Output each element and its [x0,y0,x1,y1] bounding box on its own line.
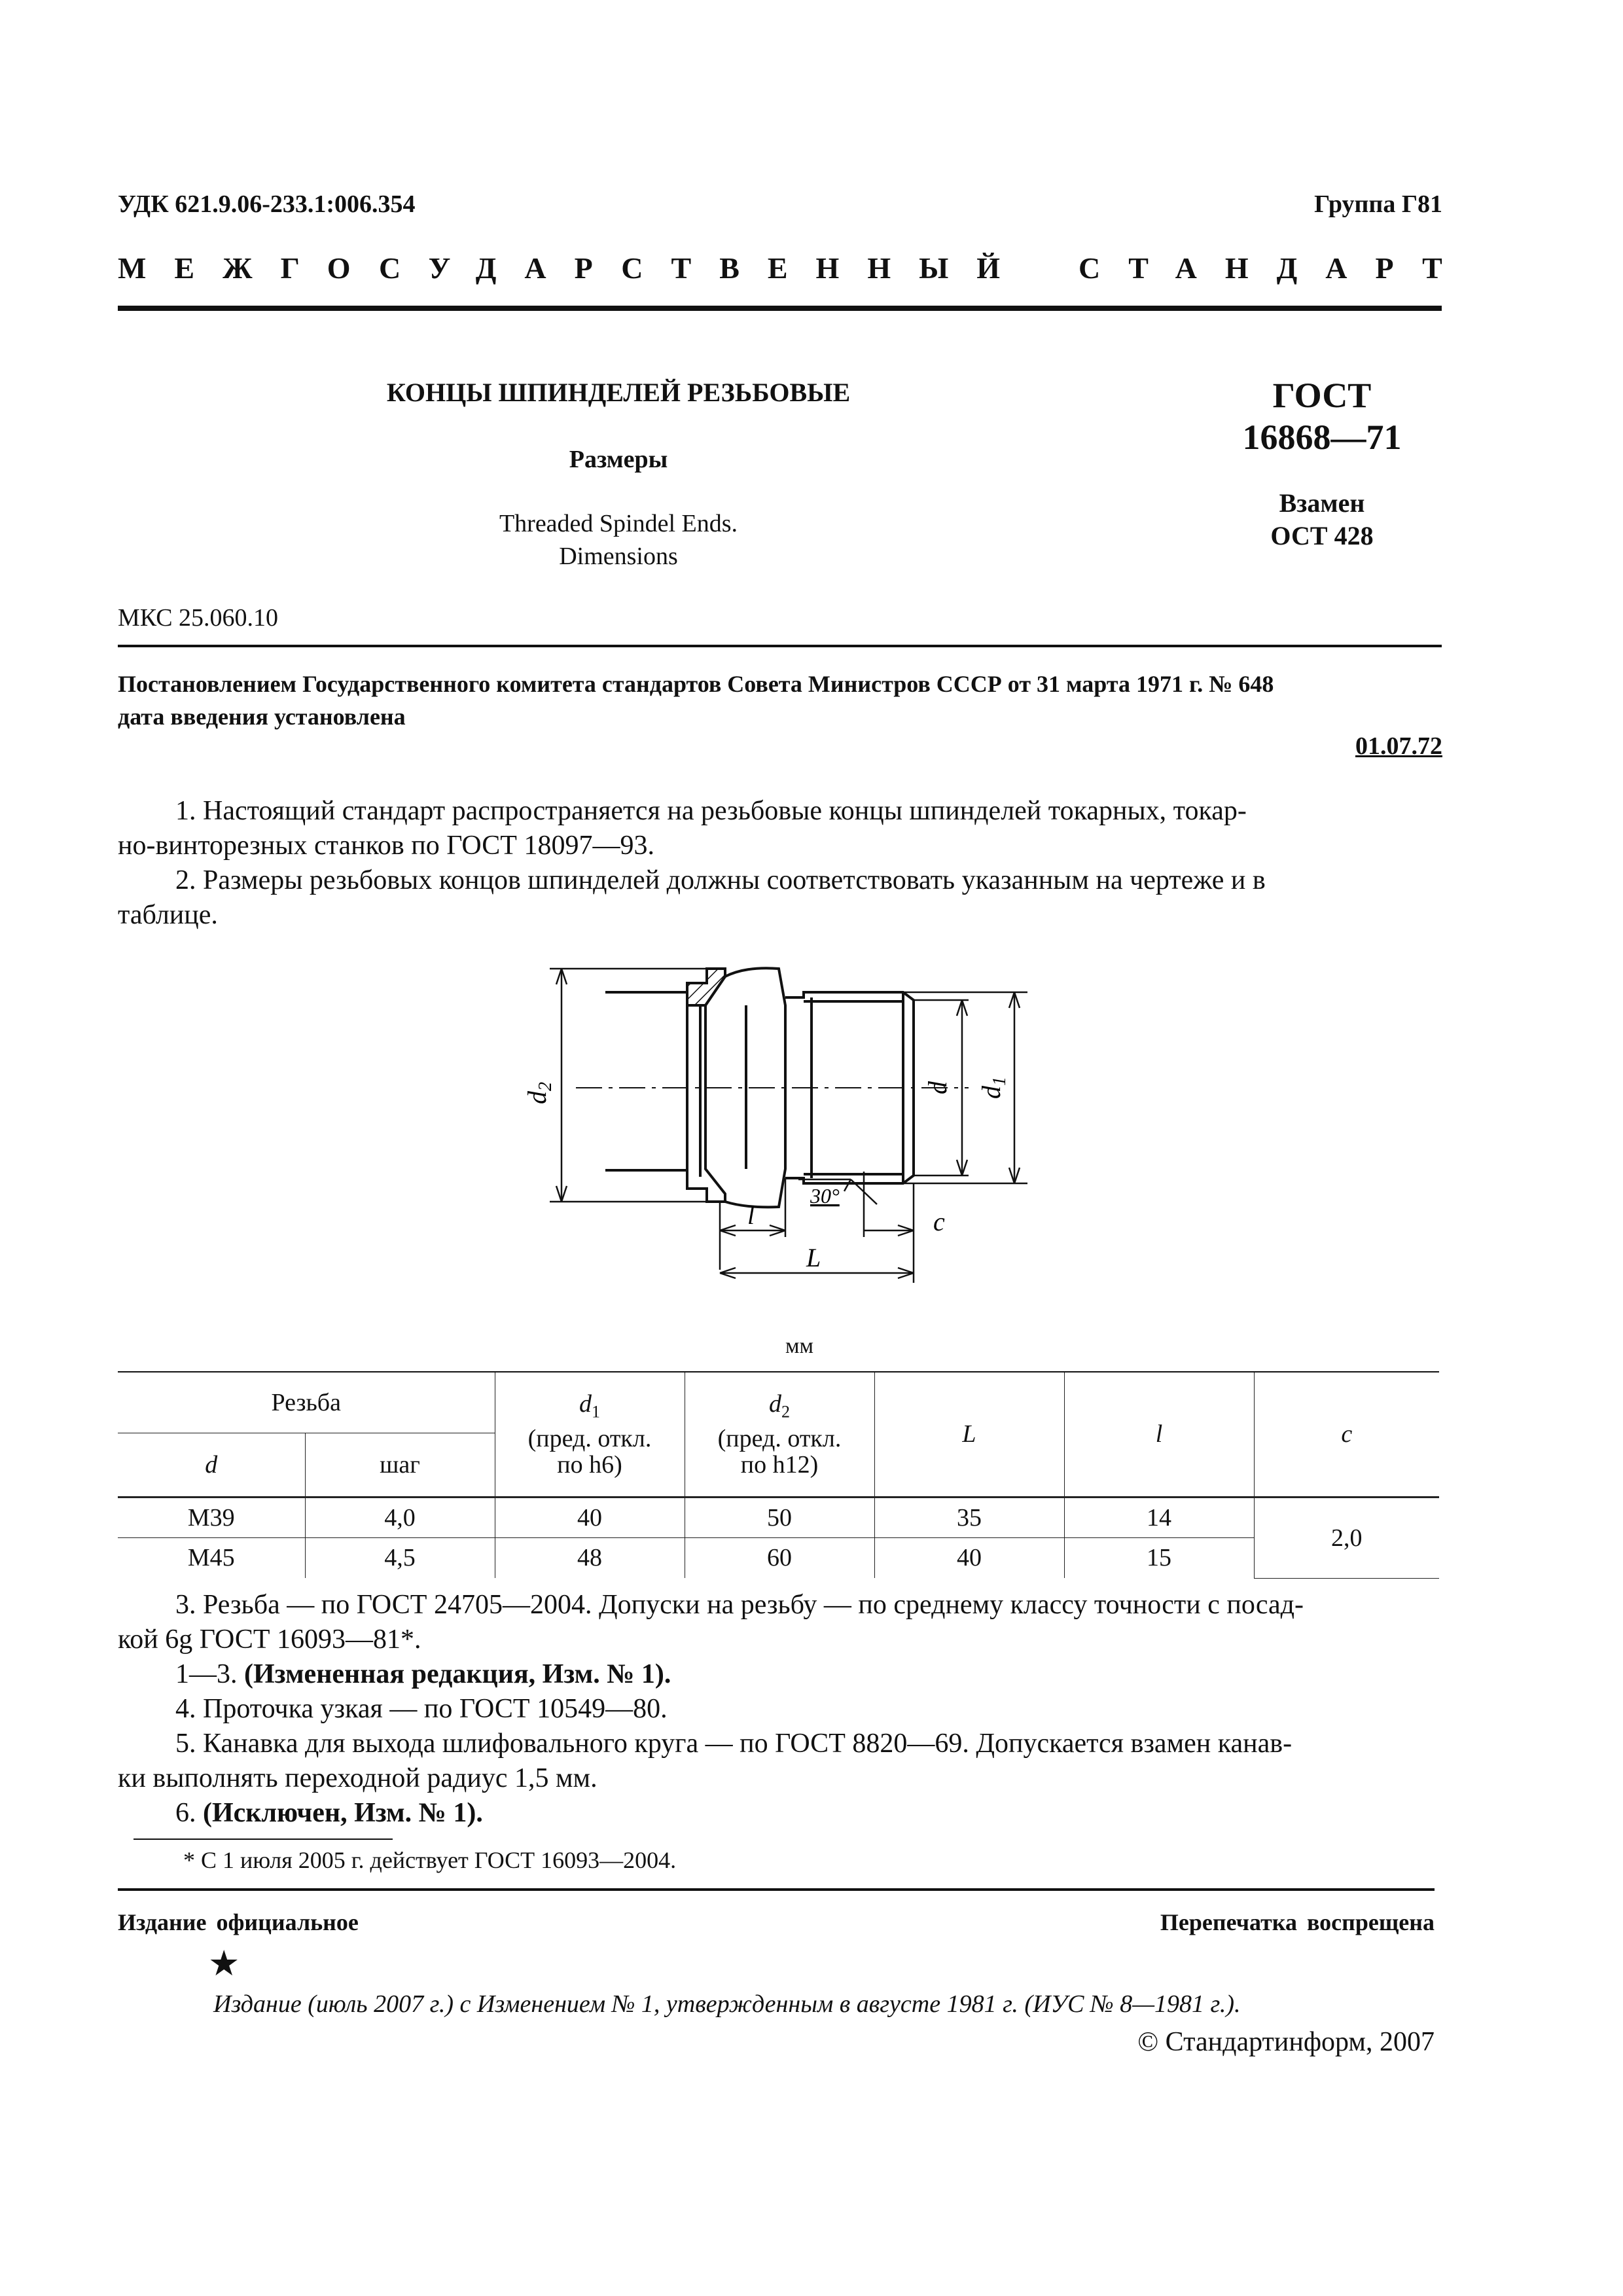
label-l: l [747,1200,755,1230]
cell-pitch: 4,0 [305,1497,495,1537]
cell-d: М39 [118,1497,305,1537]
mks-code: МКС 25.060.10 [118,604,279,632]
label-d1: d [976,1086,1006,1099]
footnote-rule [134,1839,393,1840]
header-d: d [118,1433,305,1497]
official-edition: Издание официальное [118,1909,359,1935]
header-d1: $d_1$ (пред. откл. по h6) [495,1372,685,1497]
para-3-line-1: 3. Резьба — по ГОСТ 24705—2004. Допуски на резьбу — по среднему классу точности с посад- [175,1590,1304,1620]
header-rule [118,306,1442,311]
doc-subtitle: Размеры [569,446,668,473]
cell-pitch: 4,5 [305,1537,495,1578]
para-2-line-2: таблице. [118,900,218,930]
edition-note: Издание (июль 2007 г.) с Изменением № 1, утвержденным в августе 1981 г. (ИУС № 8—1981 г.). [213,1990,1241,2018]
doc-title-en-2: Dimensions [559,543,678,570]
label-L: L [806,1243,821,1272]
para-6: 6. (Исключен, Изм. № 1). [175,1798,483,1828]
para-3-line-2: кой 6g ГОСТ 16093—81*. [118,1624,421,1655]
cell-d: М45 [118,1537,305,1578]
header-thread: Резьба [118,1372,495,1433]
label-d1-sub: 1 [990,1077,1010,1086]
cell-d1: 40 [495,1497,685,1537]
header-l: l [1064,1372,1254,1497]
cell-l: 15 [1064,1537,1254,1578]
svg-text:d1 [976,1077,1010,1099]
cell-l: 14 [1064,1497,1254,1537]
para-1-line-1: 1. Настоящий стандарт распространяется на резьбовые концы шпинделей токарных, токар- [175,796,1247,826]
label-angle: 30° [810,1184,840,1208]
footnote: * С 1 июля 2005 г. действует ГОСТ 16093—2004. [183,1847,677,1873]
cell-d2: 50 [685,1497,874,1537]
svg-text:d2 [522,1082,556,1104]
para-4: 4. Проточка узкая — по ГОСТ 10549—80. [175,1694,668,1724]
header-c: c [1254,1372,1439,1497]
mks-rule [118,645,1442,647]
header-pitch: шаг [305,1433,495,1497]
label-c: c [933,1207,945,1236]
doc-title: КОНЦЫ ШПИНДЕЛЕЙ РЕЗЬБОВЫЕ [386,378,851,407]
header-d2: $d_2$ (пред. откл. по h12) [685,1372,874,1497]
reprint-forbidden: Перепечатка воспрещена [1160,1909,1435,1935]
cell-L: 35 [874,1497,1064,1537]
cell-L: 40 [874,1537,1064,1578]
label-d: d [923,1081,952,1094]
replaces-value: ОСТ 428 [1270,521,1374,550]
label-d2-sub: 2 [535,1082,556,1091]
table-row [118,1497,1439,1537]
cell-d2: 60 [685,1537,874,1578]
doc-title-en-1: Threaded Spindel Ends. [499,510,738,537]
replaces-label: Взамен [1279,488,1365,518]
label-d2: d [522,1091,552,1104]
star-icon: ★ [208,1944,240,1983]
banner-right: СТАНДАРТ [1079,251,1471,285]
group-code: Группа Г81 [1314,190,1442,218]
gost-number: 16868—71 [1242,418,1402,457]
gost-label: ГОСТ [1272,376,1372,415]
table-row [118,1537,1439,1578]
header-L: L [874,1372,1064,1497]
decree-line-1: Постановлением Государственного комитета стандартов Совета Министров СССР от 31 марта 1971 г. № 648 [118,671,1274,697]
dimensions-table [118,1372,1439,1579]
cell-c: 2,0 [1254,1497,1439,1578]
decree-date: 01.07.72 [1355,732,1442,760]
copyright: © Стандартинформ, 2007 [1137,2027,1435,2057]
footer-rule [118,1888,1435,1891]
para-2-line-1: 2. Размеры резьбовых концов шпинделей должны соответствовать указанным на чертеже и в [175,865,1266,895]
para-5-line-2: ки выполнять переходной радиус 1,5 мм. [118,1763,597,1793]
udk-code: УДК 621.9.06-233.1:006.354 [118,190,416,218]
spindle-drawing [510,942,1073,1309]
amendment-note: 1—3. (Измененная редакция, Изм. № 1). [175,1659,671,1689]
para-1-line-2: но-винторезных станков по ГОСТ 18097—93. [118,831,654,861]
banner-left: МЕЖГОСУДАРСТВЕННЫЙ [118,251,1029,285]
para-5-line-1: 5. Канавка для выхода шлифовального круга — по ГОСТ 8820—69. Допускается взамен канав- [175,1729,1293,1759]
unit-label: мм [785,1334,814,1358]
cell-d1: 48 [495,1537,685,1578]
decree-line-2: дата введения установлена [118,704,406,730]
